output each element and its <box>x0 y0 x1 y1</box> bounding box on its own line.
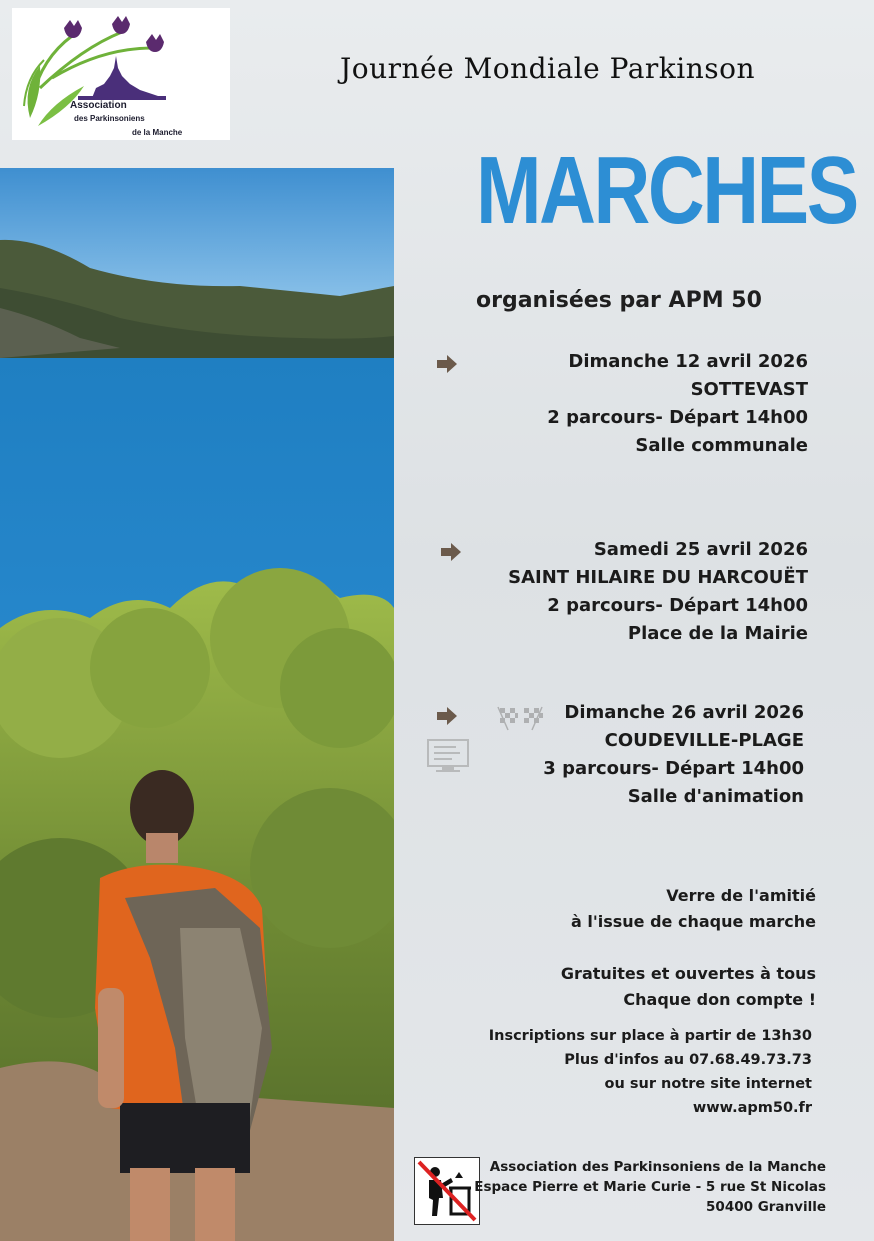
footer-line-3: 50400 Granville <box>706 1199 826 1215</box>
footer-line-1: Association des Parkinsoniens de la Manche <box>489 1159 826 1175</box>
free-block <box>561 961 816 1013</box>
registration-line: Inscriptions sur place à partir de 13h30 <box>488 1028 812 1044</box>
hiker-photo <box>0 168 394 1241</box>
organizer-line: organisées par APM 50 <box>476 288 762 313</box>
event-2-date: Samedi 25 avril 2026 <box>593 539 808 560</box>
event-2 <box>508 536 808 648</box>
website-link[interactable]: www.apm50.fr <box>692 1100 812 1116</box>
event-3-venue: Salle d'animation <box>627 786 804 807</box>
event-2-routes: 2 parcours- Départ 14h00 <box>547 595 808 616</box>
monitor-icon <box>426 738 470 774</box>
logo-text-line1: Association <box>70 100 127 111</box>
event-3-routes: 3 parcours- Départ 14h00 <box>543 758 804 779</box>
event-3 <box>543 699 804 811</box>
contact-block <box>489 1024 812 1120</box>
free-line-2: Chaque don compte ! <box>623 990 816 1009</box>
event-2-place: SAINT HILAIRE DU HARCOUËT <box>508 567 808 588</box>
main-title: MARCHES <box>476 137 857 244</box>
footer-line-2: Espace Pierre et Marie Curie - 5 rue St Nicolas <box>474 1179 826 1195</box>
event-1-place: SOTTEVAST <box>690 379 808 400</box>
event-1-venue: Salle communale <box>635 435 808 456</box>
arrow-right-icon <box>436 706 458 726</box>
free-line-1: Gratuites et ouvertes à tous <box>560 964 816 983</box>
logo-text-line2: des Parkinsoniens <box>74 114 145 123</box>
footer-address <box>474 1157 826 1217</box>
event-2-venue: Place de la Mairie <box>627 623 808 644</box>
event-1 <box>547 348 808 460</box>
phone-line: Plus d'infos au 07.68.49.73.73 <box>564 1052 812 1068</box>
event-3-date: Dimanche 26 avril 2026 <box>564 702 804 723</box>
event-1-date: Dimanche 12 avril 2026 <box>568 351 808 372</box>
arrow-right-icon <box>436 354 458 374</box>
no-littering-icon <box>414 1157 480 1225</box>
friendship-block <box>571 883 816 935</box>
website-intro-line: ou sur notre site internet <box>604 1076 812 1092</box>
event-title: Journée Mondiale Parkinson <box>340 52 756 85</box>
event-3-place: COUDEVILLE-PLAGE <box>604 730 804 751</box>
checkered-flags-icon <box>494 705 546 731</box>
friendship-line-2: à l'issue de chaque marche <box>571 912 816 931</box>
event-1-routes: 2 parcours- Départ 14h00 <box>547 407 808 428</box>
arrow-right-icon <box>440 542 462 562</box>
friendship-line-1: Verre de l'amitié <box>666 886 816 905</box>
association-logo <box>12 8 230 140</box>
logo-text-line3: de la Manche <box>132 128 183 137</box>
